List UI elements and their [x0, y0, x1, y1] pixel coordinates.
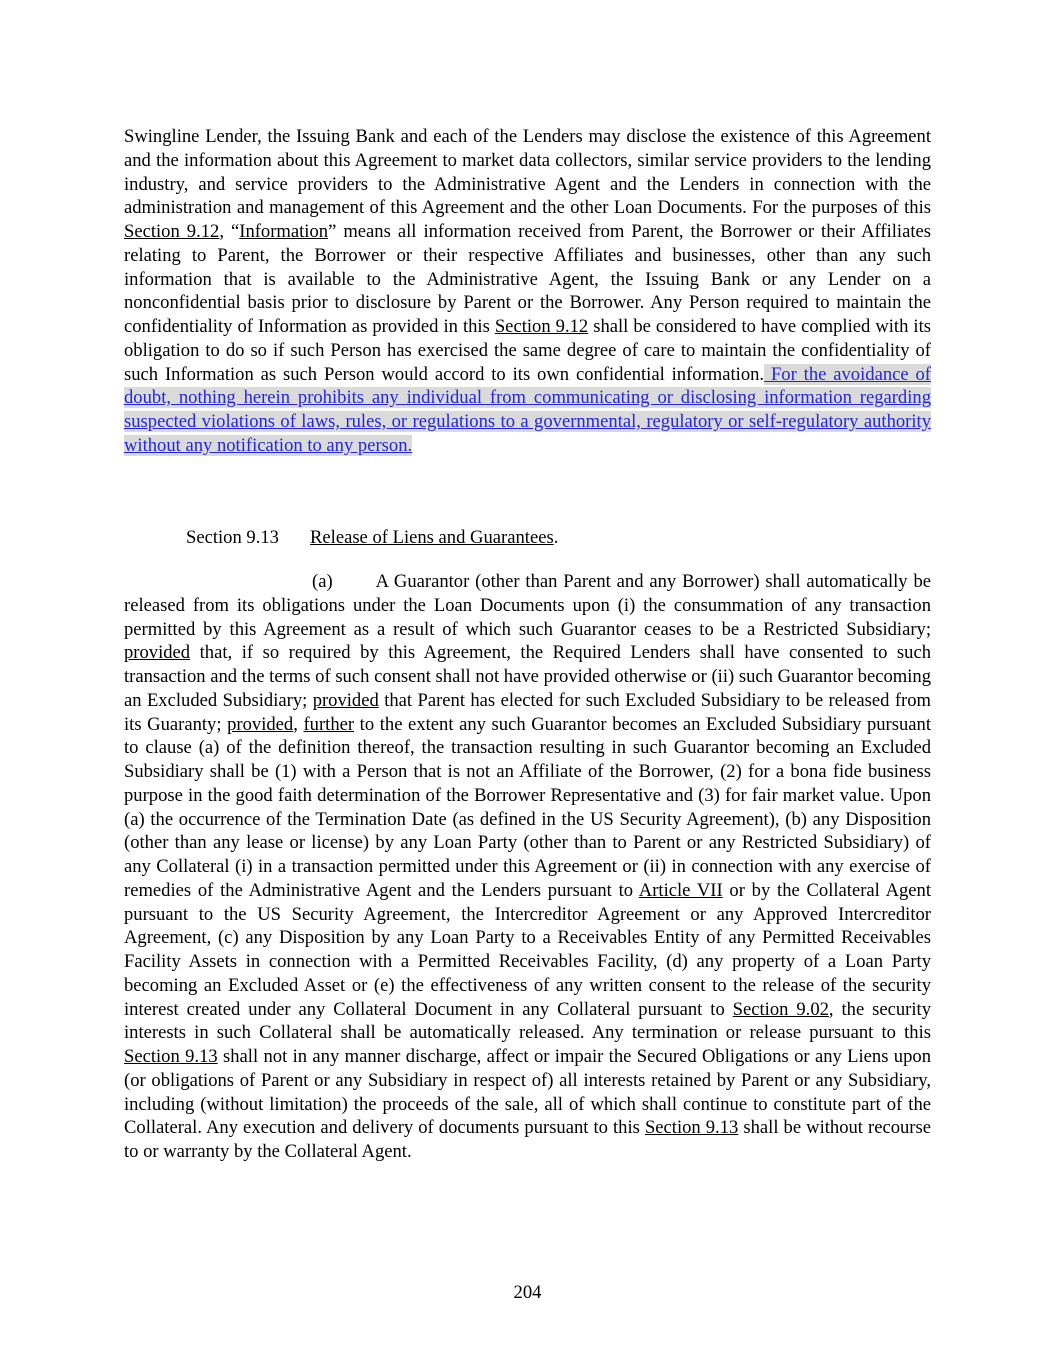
page-number: 204 [513, 1282, 542, 1303]
section-title-period: . [553, 527, 559, 548]
section-reference: Section 9.12 [124, 221, 220, 242]
proviso-term: provided [124, 642, 191, 664]
section-reference: Section 9.02 [732, 998, 829, 1020]
text-run: , “ [219, 221, 240, 242]
text-run: , [293, 713, 304, 735]
defined-term: Information [239, 221, 329, 242]
text-run: ” means all information received from Parent, the Borrower or their Affiliates relating to Parent, the Borrower or their respective Affiliates and businesses, other than any such information that is available to the Administrative Agent, the Issuing Bank or any Lender on a nonconfidential basis prior to disclosure by Parent or the Borrower. Any Person required to maintain the confidentiality of Information as provided in this [124, 221, 931, 337]
proviso-term: provided [312, 689, 379, 711]
article-reference: Article VII [638, 879, 723, 901]
section-reference: Section 9.13 [124, 1046, 218, 1067]
section-heading [186, 526, 558, 550]
text-run: shall be considered to have complied with its obligation to do so if such Person has exercised the same degree of care to maintain the confidentiality of such Information as such Person would accord to its own confidential information. [124, 316, 931, 385]
text-run: that Parent has elected for such Excluded Subsidiary to be released from its Guaranty; [124, 689, 932, 735]
text-run: Swingline Lender, the Issuing Bank and each of the Lenders may disclose the existence of this Agreement and the information about this Agreement to market data collectors, similar service providers to the lending industry, and service providers to the Administrative Agent and the Lenders in connection with the administration and management of this Agreement and the other Loan Documents. For the purposes of this [124, 126, 931, 219]
text-run: to the extent any such Guarantor becomes an Excluded Subsidiary pursuant to clause (a) of the definition thereof, the transaction resulting in such Guarantor becoming an Excluded Subsidiary shall be (1) with a Person that is not an Affiliate of the Borrower, (2) for a bona fide business purpose in the good faith determination of the Borrower Representative and (3) for fair market value. Upon (a) the occurrence of the Termination Date (as defined in the US Security Agreement), (b) any Disposition (other than any lease or license) by any Loan Party (other than to Parent or any Restricted Subsidiary) of any Collateral (i) in a transaction permitted under this Agreement or (ii) in connection with any exercise of remedies of the Administrative Agent and the Lenders pursuant to [124, 713, 931, 901]
section-reference: Section 9.12 [494, 316, 589, 337]
section-title: Release of Liens and Guarantees [310, 527, 554, 548]
text-run: A Guarantor (other than Parent and any Borrower) shall automatically be released from its obligations under the Loan Documents upon (i) the consummation of any transaction permitted by this Agreement as a result of which such Guarantor ceases to be a Restricted Subsidiary; [124, 571, 931, 640]
proviso-term: provided [227, 713, 294, 735]
text-run: , the security interests in such Collateral shall be automatically released. Any termination or release pursuant to this [124, 998, 931, 1044]
paragraph-release-of-guarantors [124, 570, 931, 1164]
text-run: shall be without recourse to or warranty by the Collateral Agent. [124, 1117, 931, 1162]
section-number: Section 9.13 [186, 527, 279, 548]
paragraph-confidentiality [124, 125, 931, 458]
text-run: or by the Collateral Agent pursuant to the US Security Agreement, the Intercreditor Agreement or any Approved Intercreditor Agreement, (c) any Disposition by any Loan Party to a Receivables Entity of any Permitted Receivables Facility Assets in connection with a Permitted Receivables Facility, (d) any property of a Loan Party becoming an Excluded Asset or (e) the effectiveness of any written consent to the release of the security interest created under any Collateral Document in any Collateral pursuant to [124, 879, 932, 1020]
inserted-text-revision: For the avoidance of doubt, nothing herein prohibits any individual from communicating or disclosing information regarding suspected violations of laws, rules, or regulations to a governmental, regulatory or self-regulatory authority without any notification to any person. [124, 363, 931, 456]
clause-label: (a) [312, 571, 333, 592]
section-reference: Section 9.13 [644, 1117, 739, 1139]
text-run: shall not in any manner discharge, affect or impair the Secured Obligations or any Liens upon (or obligations of Parent or any Subsidiary in respect of) all interests retained by Parent or any Subsidiary, including (without limitation) the proceeds of the sale, all of which shall continue to constitute part of the Collateral. Any execution and delivery of documents pursuant to this [124, 1046, 931, 1139]
text-run: that, if so required by this Agreement, the Required Lenders shall have consented to such transaction and the terms of such consent shall not have provided otherwise or (ii) such Guarantor becoming an Excluded Subsidiary; [124, 642, 931, 711]
proviso-term: further [303, 713, 355, 735]
